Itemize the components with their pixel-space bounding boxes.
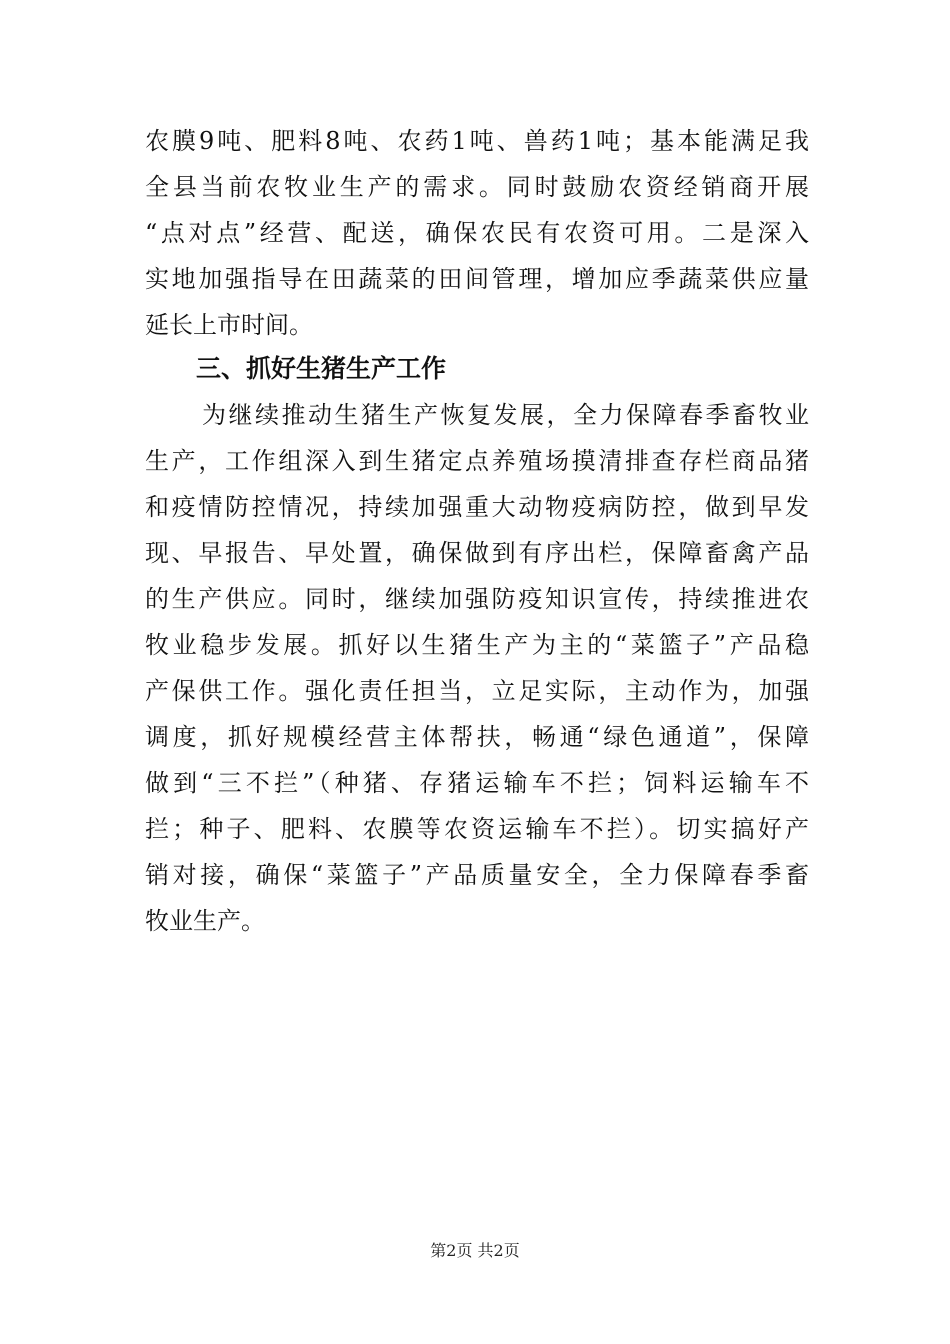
- paragraph-line: 做到“三不拦”（种猪、存猪运输车不拦；饲料运输车不: [145, 769, 809, 797]
- paragraph-line: 生产，工作组深入到生猪定点养殖场摸清排查存栏商品猪: [145, 447, 809, 475]
- paragraph-line: 和疫情防控情况，持续加强重大动物疫病防控，做到早发: [145, 493, 809, 521]
- page-footer: 第2页 共2页: [430, 1241, 520, 1260]
- paragraph-line: 产保供工作。强化责任担当，立足实际，主动作为，加强: [145, 677, 809, 705]
- paragraph-line: 延长上市时间。: [145, 311, 313, 339]
- paragraph-line: “点对点”经营、配送，确保农民有农资可用。二是深入: [145, 219, 809, 247]
- paragraph-line: 调度，抓好规模经营主体帮扶，畅通“绿色通道”，保障: [145, 723, 809, 751]
- paragraph-line: 为继续推动生猪生产恢复发展，全力保障春季畜牧业: [202, 401, 809, 429]
- paragraph-line: 现、早报告、早处置，确保做到有序出栏，保障畜禽产品: [145, 539, 809, 567]
- paragraph-line: 牧业稳步发展。抓好以生猪生产为主的“菜篮子”产品稳: [145, 631, 809, 659]
- paragraph-line: 拦；种子、肥料、农膜等农资运输车不拦）。切实搞好产: [145, 815, 809, 843]
- paragraph-line: 牧业生产。: [145, 907, 265, 935]
- paragraph-line: 农膜9吨、肥料8吨、农药1吨、兽药1吨；基本能满足我: [145, 127, 809, 155]
- paragraph-line: 实地加强指导在田蔬菜的田间管理，增加应季蔬菜供应量: [145, 265, 809, 293]
- paragraph-line: 全县当前农牧业生产的需求。同时鼓励农资经销商开展: [145, 173, 809, 201]
- paragraph-line: 的生产供应。同时，继续加强防疫知识宣传，持续推进农: [145, 585, 809, 613]
- paragraph-line: 销对接，确保“菜篮子”产品质量安全，全力保障春季畜: [145, 861, 809, 889]
- section-heading: 三、抓好生猪生产工作: [196, 354, 447, 383]
